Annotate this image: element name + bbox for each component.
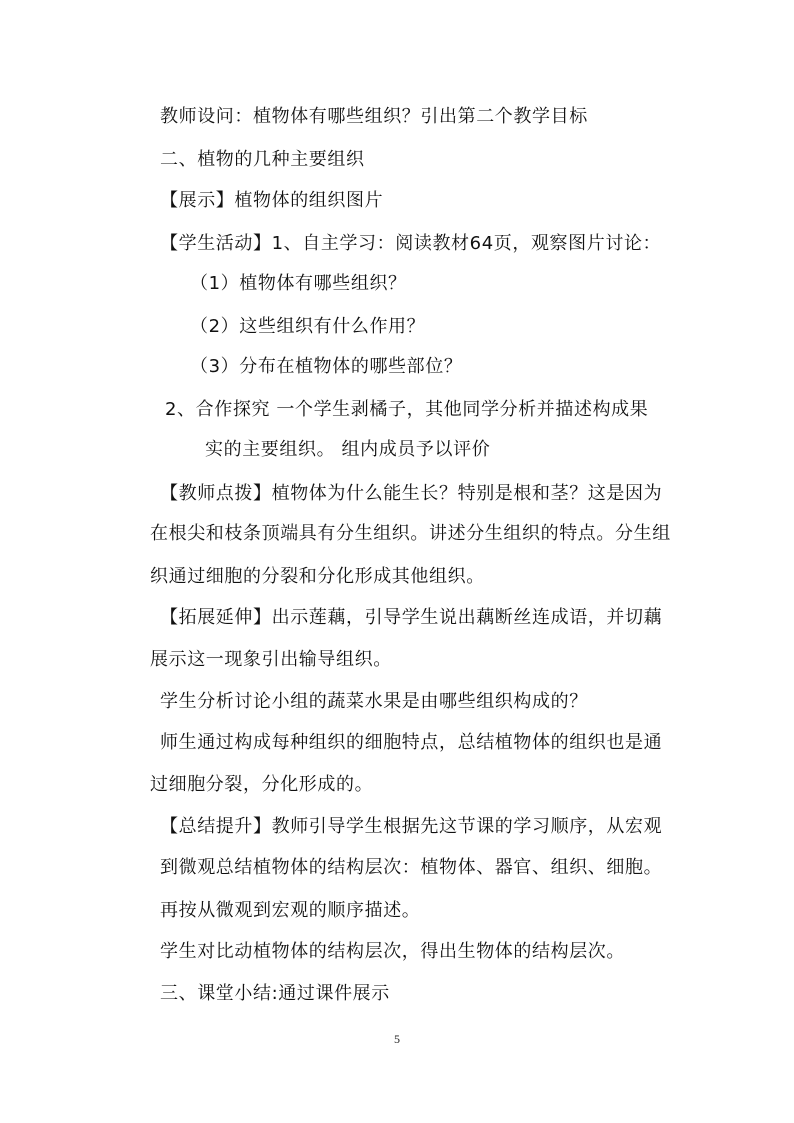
- text-line-8: 2、合作探究 一个学生剥橘子，其他同学分析并描述构成果: [165, 399, 649, 420]
- text-line-17: 过细胞分裂，分化形成的。: [150, 774, 374, 795]
- text-line-14: 展示这一现象引出输导组织。: [150, 649, 392, 670]
- question-item-1: （1）植物体有哪些组织？: [190, 273, 407, 294]
- question-item-3: （3）分布在植物体的哪些部位？: [190, 356, 463, 377]
- section-heading-3: 三、课堂小结:通过课件展示: [160, 983, 390, 1004]
- text-line-12: 织通过细胞的分裂和分化形成其他组织。: [150, 566, 485, 587]
- text-line-4: 【学生活动】1、自主学习：阅读教材64页，观察图片讨论：: [160, 233, 662, 254]
- text-line-16: 师生通过构成每种组织的细胞特点，总结植物体的组织也是通: [160, 732, 663, 753]
- text-line-9: 实的主要组织。 组内成员予以评价: [205, 439, 491, 460]
- text-line-10: 【教师点拨】植物体为什么能生长？特别是根和茎？这是因为: [160, 483, 663, 504]
- text-line-1: 教师设问：植物体有哪些组织？引出第二个教学目标: [160, 106, 588, 127]
- section-heading-2: 二、植物的几种主要组织: [160, 149, 365, 170]
- text-line-21: 学生对比动植物体的结构层次，得出生物体的结构层次。: [160, 941, 625, 962]
- text-line-20: 再按从微观到宏观的顺序描述。: [160, 900, 421, 921]
- text-line-19: 到微观总结植物体的结构层次：植物体、器官、组织、细胞。: [160, 857, 663, 878]
- text-line-13: 【拓展延伸】出示莲藕，引导学生说出藕断丝连成语，并切藕: [160, 607, 663, 628]
- text-line-18: 【总结提升】教师引导学生根据先这节课的学习顺序，从宏观: [160, 816, 663, 837]
- text-line-15: 学生分析讨论小组的蔬菜水果是由哪些组织构成的？: [160, 691, 588, 712]
- text-line-3: 【展示】植物体的组织图片: [160, 190, 384, 211]
- text-line-11: 在根尖和枝条顶端具有分生组织。讲述分生组织的特点。分生组: [150, 523, 671, 544]
- page-number: 5: [394, 1032, 400, 1046]
- question-item-2: （2）这些组织有什么作用？: [190, 316, 426, 337]
